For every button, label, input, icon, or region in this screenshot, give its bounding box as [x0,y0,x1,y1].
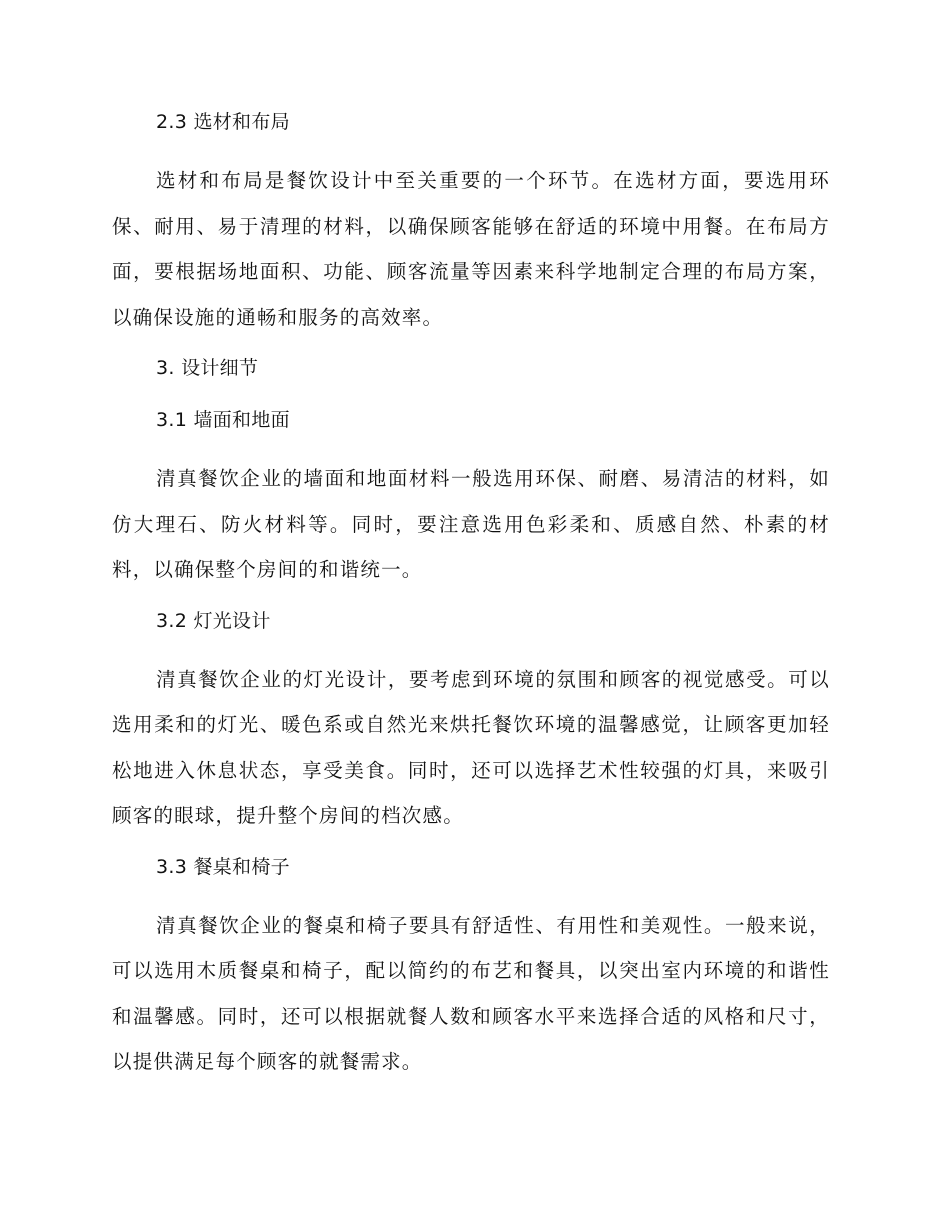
paragraph-3-2: 清真餐饮企业的灯光设计，要考虑到环境的氛围和顾客的视觉感受。可以选用柔和的灯光、暖色系或自然光来烘托餐饮环境的温馨感觉，让顾客更加轻松地进入休息状态，享受美食。同时，还可以选择艺术性较强的灯具，来吸引顾客的眼球，提升整个房间的档次感。 [112,667,830,827]
paragraph-3-3: 清真餐饮企业的餐桌和椅子要具有舒适性、有用性和美观性。一般来说，可以选用木质餐桌和椅子，配以简约的布艺和餐具，以突出室内环境的和谐性和温馨感。同时，还可以根据就餐人数和顾客水平来选择合适的风格和尺寸，以提供满足每个顾客的就餐需求。 [112,913,830,1073]
heading-3-3: 3.3 餐桌和椅子 [156,855,290,878]
paragraph-3-1: 清真餐饮企业的墙面和地面材料一般选用环保、耐磨、易清洁的材料，如仿大理石、防火材料等。同时，要注意选用色彩柔和、质感自然、朴素的材料，以确保整个房间的和谐统一。 [112,467,830,581]
heading-2-3: 2.3 选材和布局 [156,111,290,133]
heading-3-1: 3.1 墙面和地面 [156,409,290,431]
heading-3-2: 3.2 灯光设计 [156,609,271,632]
heading-3: 3. 设计细节 [156,357,259,379]
document-page [112,106,830,1093]
paragraph-2-3: 选材和布局是餐饮设计中至关重要的一个环节。在选材方面，要选用环保、耐用、易于清理的材料，以确保顾客能够在舒适的环境中用餐。在布局方面，要根据场地面积、功能、顾客流量等因素来科学地制定合理的布局方案，以确保设施的通畅和服务的高效率。 [112,169,830,329]
